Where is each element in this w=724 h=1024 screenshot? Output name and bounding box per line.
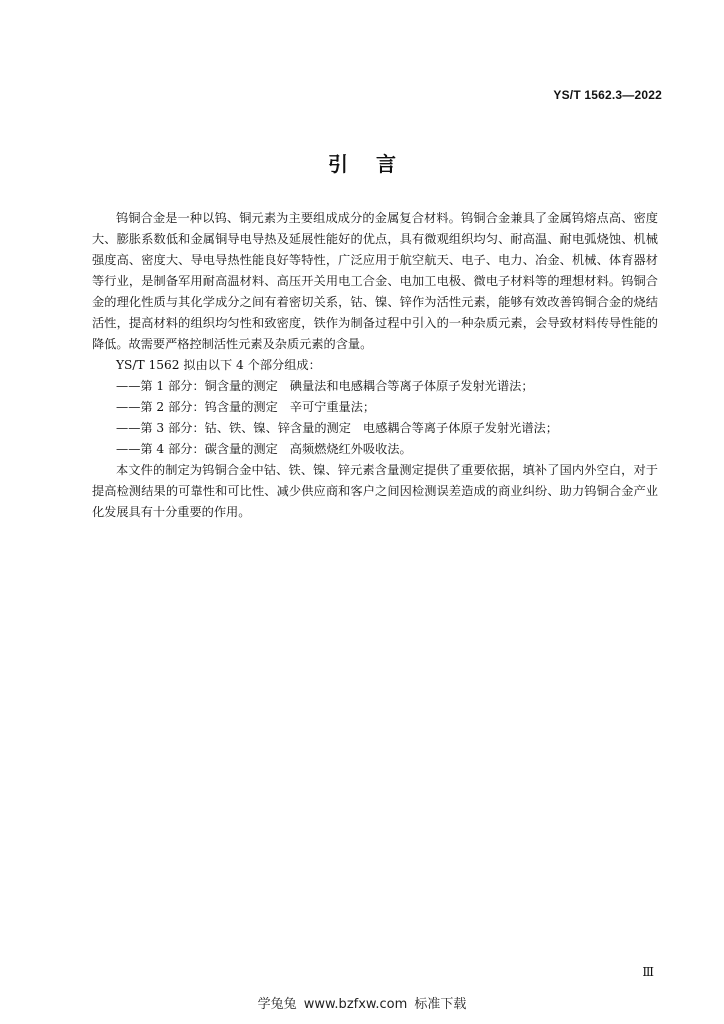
parts-intro-paragraph: YS/T 1562 拟由以下 4 个部分组成： — [116, 358, 321, 372]
intro-paragraph: 钨铜合金是一种以钨、铜元素为主要组成成分的金属复合材料。钨铜合金兼具了金属钨熔点高、密度大、膨胀系数低和金属铜导电导热及延展性能好的优点，具有微观组织均匀、耐高温、耐电弧烧蚀、机械强度高、密度大、导电导热性能良好等特性，广泛应用于航空航天、电子、电力、冶金、机械、体育器材等行业，是制备军用耐高温材料、高压开关用电工合金、电加工电极、微电子材料等的理想材料。钨铜合金的理化性质与其化学成分之间有着密切关系，钴、镍、锌作为活性元素，能够有效改善钨铜合金的烧结活性，提高材料的组织均匀性和致密度，铁作为制备过程中引入的一种杂质元素，会导致材料传导性能的降低。故需要严格控制活性元素及杂质元素的含量。 — [92, 211, 658, 351]
page-title: 引言 — [328, 152, 424, 176]
closing-paragraph: 本文件的制定为钨铜合金中钴、铁、镍、锌元素含量测定提供了重要依据，填补了国内外空白，对于提高检测结果的可靠性和可比性、减少供应商和客户之间因检测误差造成的商业纠纷、助力钨铜合金产业化发展具有十分重要的作用。 — [92, 463, 658, 519]
document-body — [92, 208, 658, 523]
part-3-method: 电感耦合等离子体原子发射光谱法； — [362, 421, 558, 435]
part-3-item — [92, 418, 658, 439]
part-4-method: 高频燃烧红外吸收法。 — [289, 442, 412, 456]
part-1-method: 碘量法和电感耦合等离子体原子发射光谱法； — [289, 379, 534, 393]
part-2-title: ——第 2 部分：钨含量的测定 — [116, 400, 278, 414]
standard-number: YS/T 1562.3—2022 — [553, 88, 662, 102]
part-3-title: ——第 3 部分：钴、铁、镍、锌含量的测定 — [116, 421, 351, 435]
part-4-title: ——第 4 部分：碳含量的测定 — [116, 442, 278, 456]
part-1-item — [92, 376, 658, 397]
footer-watermark: 学兔兔 www.bzfxw.com 标准下载 — [257, 997, 467, 1012]
parts-list — [92, 376, 658, 460]
part-2-item — [92, 397, 658, 418]
part-2-method: 辛可宁重量法； — [289, 400, 376, 414]
page-number: Ⅲ — [642, 965, 654, 979]
part-4-item — [92, 439, 658, 460]
part-1-title: ——第 1 部分：铜含量的测定 — [116, 379, 278, 393]
